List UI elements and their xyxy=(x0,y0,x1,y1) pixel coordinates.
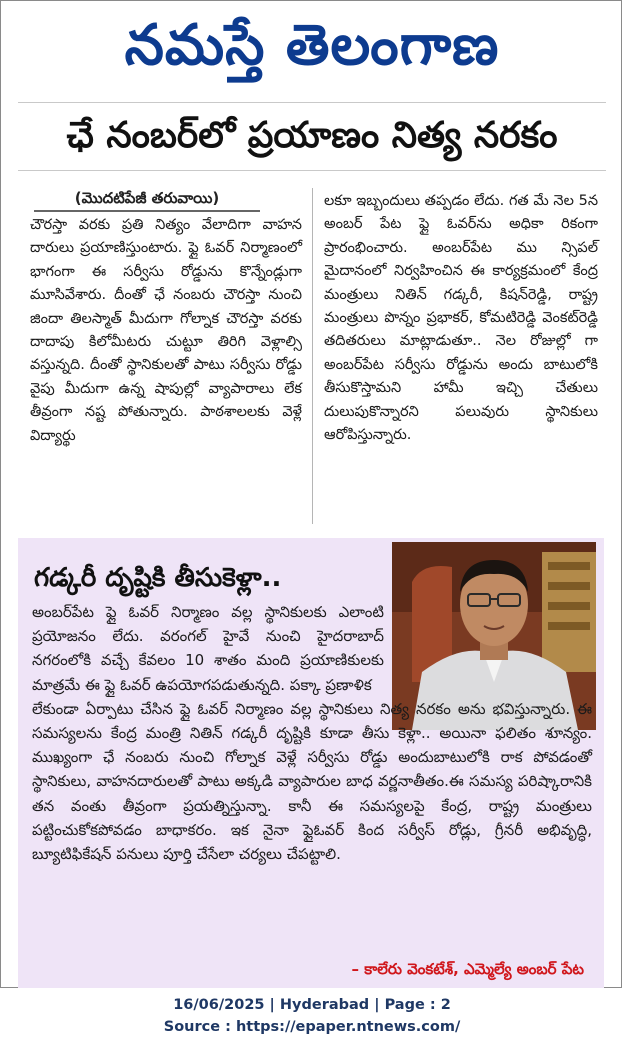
sidebar-body xyxy=(32,600,592,866)
column-divider xyxy=(312,188,313,524)
sidebar-title: గడ్కరీ దృష్టికి తీసుకెళ్లా.. xyxy=(34,563,282,593)
quote-attribution: – కాలేరు వెంకటేశ్, ఎమ్మెల్యే అంబర్ పేట xyxy=(351,960,584,978)
newspaper-masthead: నమస్తే తెలంగాణ xyxy=(124,13,500,78)
article-right-column xyxy=(324,190,598,447)
sidebar-text-full-width: లేకుండా ఏర్పాటు చేసిన ఫ్లై ఓవర్ నిర్మాణం వల్ల స్థానికులు నిత్య నరకం అను భవిస్తున్నారు. ఈ సమస్యలను కేంద్ర మంత్రి నితిన్ గడ్కరీ దృష్టికి కూడా తీసు కెళ్లా.. అయినా ఫలితం శూన్యం. ముఖ్యంగా ఛే నంబరు నుంచి గోల్నాక వెళ్లే సర్వీసు రోడ్డు అందుబాటులోకి రాక పోవడంతో స్థానికులు, వాహనదారులతో పాటు అక్కడి వ్యాపారుల బాధ వర్ణనాతీతం.ఈ సమస్య పరిష్కారానికి తన వంతు తీవ్రంగా ప్రయత్నిస్తున్నా. కానీ ఈ సమస్యలపై కేంద్ర, రాష్ట్ర మంత్రులు పట్టించుకోకపోవడం బాధాకరం. ఇక నైనా ఫ్లైఓవర్ కింద సర్వీస్ రోడ్లు, గ్రీనరీ అభివృద్ధి, బ్యూటిఫికేషన్ పనులు పూర్తి చేసేలా చర్యలు చేపట్టాలి. xyxy=(32,699,592,864)
article-left-column xyxy=(30,214,302,448)
footer-source-link[interactable]: Source : https://epaper.ntnews.com/ xyxy=(163,1019,461,1035)
page-footer xyxy=(0,994,624,1038)
left-column-text: చౌరస్తా వరకు ప్రతి నిత్యం వేలాదిగా వాహన దారులు ప్రయాణిస్తుంటారు. ఫ్లై ఓవర్ నిర్మాణంలో భాగంగా ఈ సర్వీసు రోడ్డును కొన్నేండ్లుగా మూసివేశారు. దీంతో ఛే నంబరు చౌరస్తా నుంచి జిందా తిలస్మాత్ మీదుగా గోల్నాక చౌరస్తా వరకు దాదాపు కిలోమీటరు చుట్టూ తిరిగి వెళ్లాల్సి వస్తున్నది. దీంతో స్థానికులతో పాటు సర్వీసు రోడ్డు వైపు మీదుగా ఉన్న షాపుల్లో వ్యాపారాలు లేక తీవ్రంగా నష్ట పోతున్నారు. పాఠశాలలకు వెళ్లే విద్యార్థు xyxy=(30,217,302,444)
footer-date-location: 16/06/2025 | Hyderabad | Page : 2 xyxy=(173,997,451,1013)
sidebar-text-beside-photo: అంబర్‌పేట ఫ్లై ఓవర్ నిర్మాణం వల్ల స్థానికులకు ఎలాంటి ప్రయోజనం లేదు. వరంగల్ హైవే నుంచి హైదరాబాద్ నగరంలోకి వచ్చే కేవలం 10 శాతం మంది ప్రయాణికులకు మాత్రమే ఈ ఫ్లై ఓవర్ ఉపయోగపడుతున్నది. పక్కా ప్రణాళిక xyxy=(32,603,384,694)
continuation-label: (మొదటిపేజీ తరువాయి) xyxy=(34,186,260,212)
masthead-divider xyxy=(18,102,606,103)
headline-divider xyxy=(18,170,606,171)
article-headline: ఛే నంబర్‌లో ప్రయాణం నిత్య నరకం xyxy=(66,115,558,156)
right-column-text: లకూ ఇబ్బందులు తప్పడం లేదు. గత మే నెల 5న అంబర్ పేట ఫ్లై ఓవర్‌ను అధికా రికంగా ప్రారంభించారు. అంబర్‌పేట ము న్సిపల్ మైదానంలో నిర్వహించిన ఈ కార్యక్రమంలో కేంద్ర మంత్రులు నితిన్ గడ్కరీ, కిషన్‌రెడ్డి, రాష్ట్ర మంత్రులు పొన్నం ప్రభాకర్, కోమటిరెడ్డి వెంకట్‌రెడ్డి తదితరులు మాట్లాడుతూ.. నెల రోజుల్లో గా అంబర్‌పేట సర్వీసు రోడ్డును అందు బాటులోకి తీసుకొస్తామని హామీ ఇచ్చి చేతులు దులుపుకొన్నారని పలువురు స్థానికులు ఆరోపిస్తున్నారు. xyxy=(324,193,598,444)
